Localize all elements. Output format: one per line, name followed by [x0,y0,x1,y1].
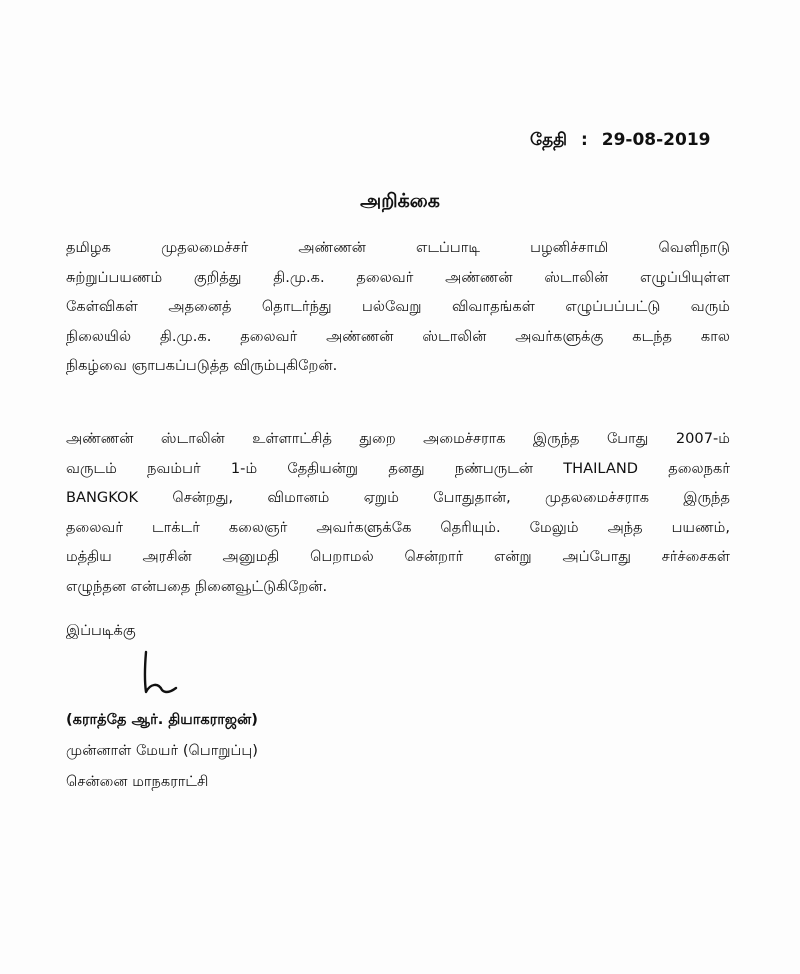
paragraph-line: நிகழ்வை ஞாபகப்படுத்த விரும்புகிறேன். [66,357,338,374]
closing-salutation: இப்படிக்கு [66,622,136,639]
paragraph-line: BANGKOK சென்றது, விமானம் ஏறும் போதுதான், முதலமைச்சராக இருந்த [66,489,730,506]
date-label: தேதி [530,130,568,150]
paragraph-line: தமிழக முதலமைச்சர் அண்ணன் எடப்பாடி பழனிச்சாமி வெளிநாடு [66,239,730,256]
signatory-role: முன்னாள் மேயர் (பொறுப்பு) [66,742,258,759]
signature-block [66,704,258,797]
paragraph-line: நிலையில் தி.மு.க. தலைவர் அண்ணன் ஸ்டாலின் அவர்களுக்கு கடந்த கால [66,327,730,345]
date-value: 29-08-2019 [601,130,711,150]
paragraph-line: வருடம் நவம்பர் 1-ம் தேதியன்று தனது நண்பருடன் THAILAND தலைநகர் [66,459,730,477]
paragraph-line: கேள்விகள் அதனைத் தொடர்ந்து பல்வேறு விவாதங்கள் எழுப்பப்பட்டு வரும் [66,298,730,315]
paragraph-line: தலைவர் டாக்டர் கலைஞர் அவர்களுக்கே தெரியும். மேலும் அந்த பயணம், [66,518,730,536]
date-line [530,130,710,152]
paragraph-line: எழுந்தன என்பதை நினைவூட்டுகிறேன். [66,577,328,595]
paragraph-1 [66,233,730,381]
handwritten-signature [132,648,192,696]
paragraph-line: அண்ணன் ஸ்டாலின் உள்ளாட்சித் துறை அமைச்சராக இருந்த போது 2007-ம் [66,430,730,447]
paragraph-line: மத்திய அரசின் அனுமதி பெறாமல் சென்றார் என்று அப்போது சர்ச்சைகள் [66,548,730,565]
paragraph-2 [66,424,730,601]
paragraph-line: சுற்றுப்பயணம் குறித்து தி.மு.க. தலைவர் அண்ணன் ஸ்டாலின் எழுப்பியுள்ள [66,268,730,286]
signatory-organization: சென்னை மாநகராட்சி [66,773,209,790]
signatory-name: (கராத்தே ஆர். தியாகராஜன்) [66,711,258,728]
document-title: அறிக்கை [360,190,440,212]
date-separator: : [581,130,588,150]
